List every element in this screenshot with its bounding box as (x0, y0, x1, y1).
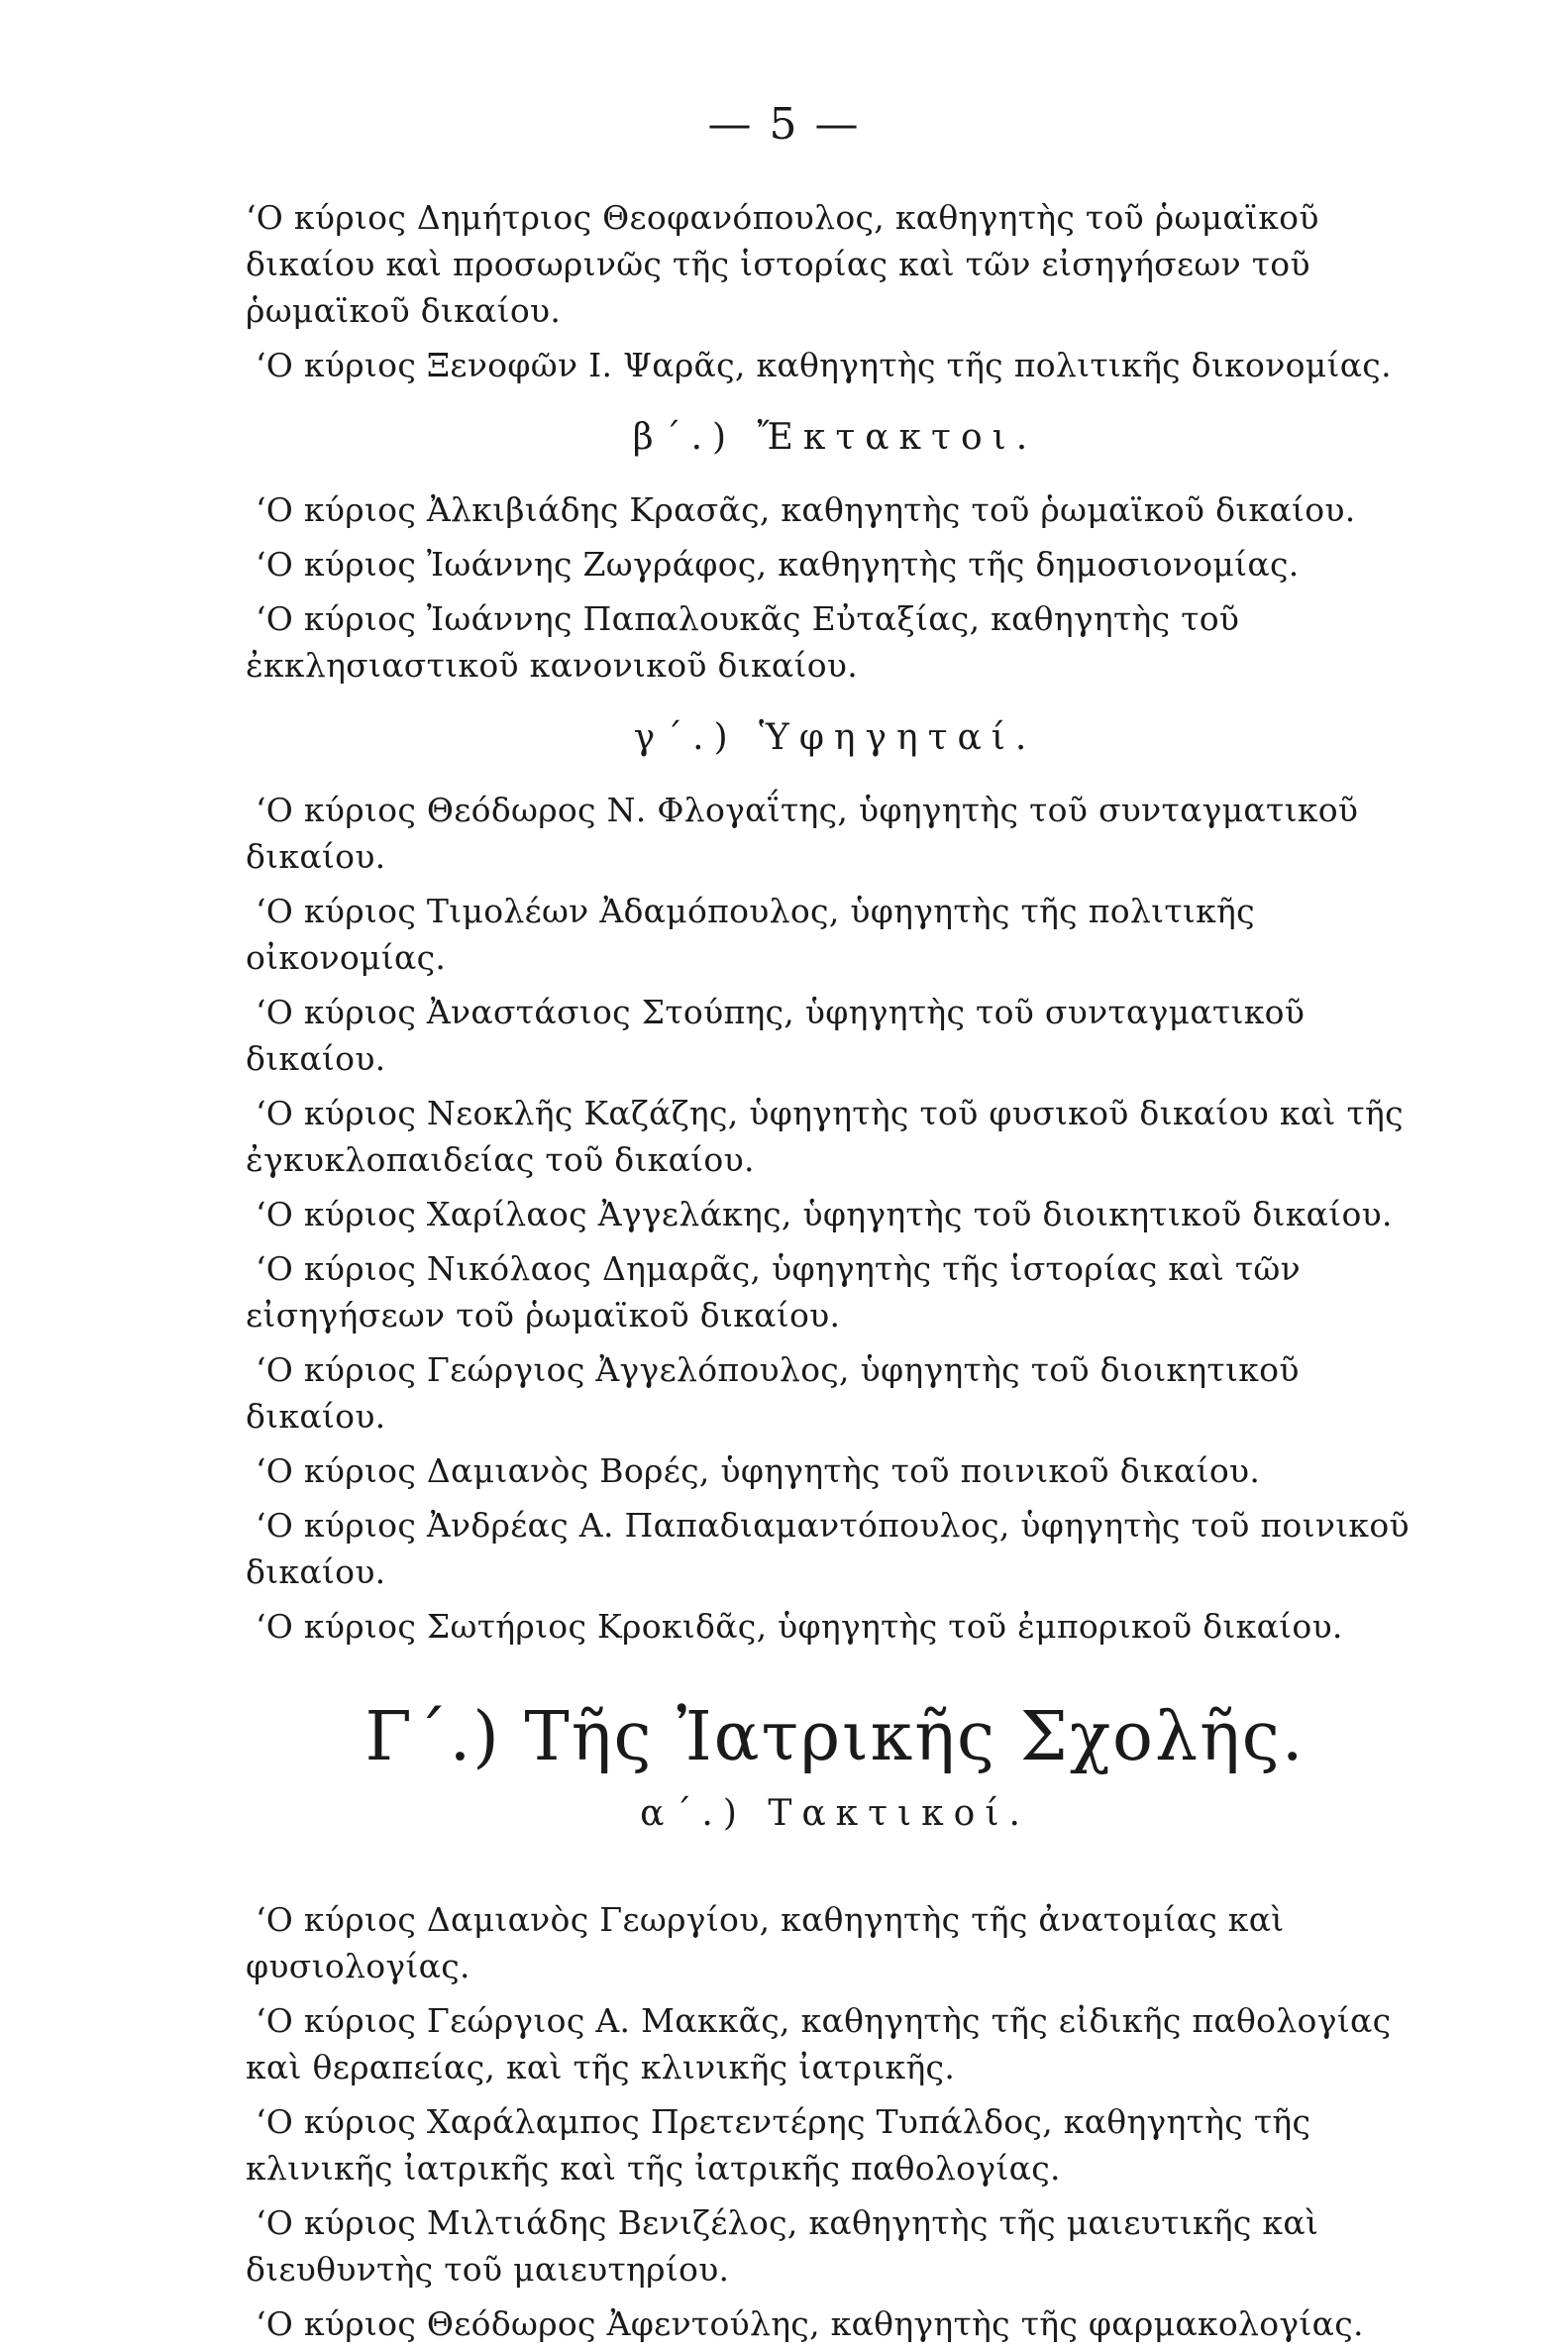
faculty-entry: ‘Ο κύριος Ἀναστάσιος Στούπης, ὑφηγητὴς τοῦ συνταγματικοῦ δικαίου. (246, 993, 1306, 1078)
faculty-entry: ‘Ο κύριος Ἰωάννης Παπαλουκᾶς Εὐταξίας, καθηγητὴς τοῦ ἐκκλησιαστικοῦ κανονικοῦ δικαίου. (246, 599, 1240, 685)
faculty-entry: ‘Ο κύριος Τιμολέων Ἀδαμόπουλος, ὑφηγητὴς τῆς πολιτικῆς οἰκονομίας. (246, 892, 1255, 977)
faculty-entry: ‘Ο κύριος Θεόδωρος Ν. Φλογαΐτης, ὑφηγητὴς τοῦ συνταγματικοῦ δικαίου. (246, 791, 1359, 876)
faculty-entry: ‘Ο κύριος Χαρίλαος Ἀγγελάκης, ὑφηγητὴς τοῦ διοικητικοῦ δικαίου. (256, 1195, 1393, 1233)
faculty-entry: ‘Ο κύριος Ἀλκιβιάδης Κρασᾶς, καθηγητὴς τοῦ ῥωμαϊκοῦ δικαίου. (256, 490, 1356, 529)
faculty-entry: ‘Ο κύριος Θεόδωρος Ἀφεντούλης, καθηγητὴς τῆς φαρμακολογίας. (256, 2304, 1364, 2343)
faculty-entry: ‘Ο κύριος Χαράλαμπος Πρετεντέρης Τυπάλδος, καθηγητὴς τῆς κλινικῆς ἰατρικῆς καὶ τῆς ἰατρικῆς παθολογίας. (246, 2102, 1311, 2188)
subsection-heading-regular: α΄.) Τακτικοί. (640, 1793, 1030, 1834)
faculty-entry: ‘Ο κύριος Δαμιανὸς Βορές, ὑφηγητὴς τοῦ ποινικοῦ δικαίου. (256, 1451, 1261, 1490)
page-number: — 5 — (707, 99, 861, 150)
faculty-entry: ‘Ο κύριος Νικόλαος Δημαρᾶς, ὑφηγητὴς τῆς ἱστορίας καὶ τῶν εἰσηγήσεων τοῦ ῥωμαϊκοῦ δικαίου. (246, 1249, 1302, 1335)
faculty-entry: ‘Ο κύριος Ξενοφῶν Ι. Ψαρᾶς, καθηγητὴς τῆς πολιτικῆς δικονομίας. (256, 346, 1392, 384)
faculty-entry: ‘Ο κύριος Γεώργιος Α. Μακκᾶς, καθηγητὴς τῆς εἰδικῆς παθολογίας καὶ θεραπείας, καὶ τῆς κλινικῆς ἰατρικῆς. (246, 2001, 1392, 2086)
section-heading-medical-school: Γ΄.) Τῆς Ἰατρικῆς Σχολῆς. (365, 1698, 1306, 1776)
faculty-entry: ‘Ο κύριος Δημήτριος Θεοφανόπουλος, καθηγητὴς τοῦ ῥωμαϊκοῦ δικαίου καὶ προσωρινῶς τῆς ἱστορίας καὶ τῶν εἰσηγήσεων τοῦ ῥωμαϊκοῦ δικαίου. (246, 198, 1319, 330)
text-column (246, 194, 1424, 2351)
faculty-entry: ‘Ο κύριος Ἀνδρέας Α. Παπαδιαμαντόπουλος, ὑφηγητὴς τοῦ ποινικοῦ δικαίου. (246, 1506, 1410, 1591)
subsection-heading-lecturers: γ΄.) Ὑφηγηταί. (633, 717, 1037, 758)
faculty-entry: ‘Ο κύριος Ἰωάννης Ζωγράφος, καθηγητὴς τῆς δημοσιονομίας. (256, 545, 1300, 584)
faculty-entry: ‘Ο κύριος Μιλτιάδης Βενιζέλος, καθηγητὴς τῆς μαιευτικῆς καὶ διευθυντὴς τοῦ μαιευτηρίου. (246, 2203, 1319, 2289)
faculty-entry: ‘Ο κύριος Σωτήριος Κροκιδᾶς, ὑφηγητὴς τοῦ ἐμπορικοῦ δικαίου. (256, 1607, 1343, 1646)
faculty-entry: ‘Ο κύριος Δαμιανὸς Γεωργίου, καθηγητὴς τῆς ἀνατομίας καὶ φυσιολογίας. (246, 1900, 1285, 1985)
subsection-heading-extraordinary: β΄.) Ἔκτακτοι. (632, 417, 1038, 458)
faculty-entry: ‘Ο κύριος Γεώργιος Ἀγγελόπουλος, ὑφηγητὴς τοῦ διοικητικοῦ δικαίου. (246, 1350, 1300, 1436)
faculty-entry: ‘Ο κύριος Νεοκλῆς Καζάζης, ὑφηγητὴς τοῦ φυσικοῦ δικαίου καὶ τῆς ἐγκυκλοπαιδείας τοῦ δικαίου. (246, 1094, 1404, 1179)
